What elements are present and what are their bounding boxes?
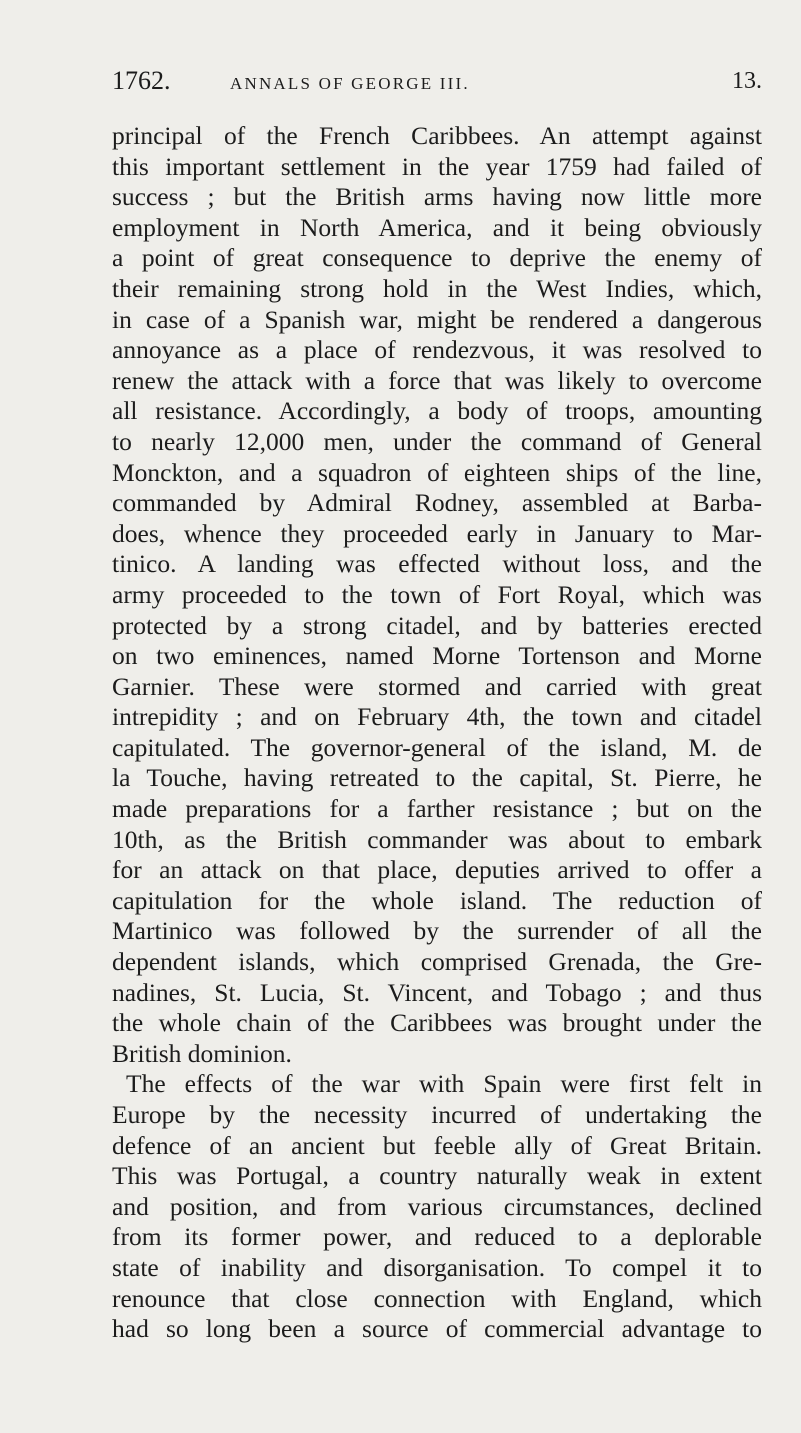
text-line: a point of great consequence to deprive the enemy of — [112, 243, 762, 273]
text-line: Monckton, and a squadron of eighteen ships of the line, — [112, 457, 762, 487]
text-line: all resistance. Accordingly, a body of troops, amounting — [112, 396, 762, 426]
text-line: intrepidity ; and on February 4th, the town and citadel — [112, 702, 762, 732]
text-line: state of inability and disorganisation. To compel it to — [112, 1252, 762, 1282]
text-line: to nearly 12,000 men, under the command of General — [112, 426, 762, 456]
running-head-title: ANNALS OF GEORGE III. — [230, 74, 470, 93]
text-line: the whole chain of the Caribbees was brought under the — [112, 1008, 762, 1038]
text-line: does, whence they proceeded early in January to Mar- — [112, 518, 762, 548]
text-line: from its former power, and reduced to a deplorable — [112, 1222, 762, 1252]
text-line: tinico. A landing was effected without loss, and the — [112, 549, 762, 579]
text-line: principal of the French Caribbees. An attempt against — [112, 121, 762, 150]
text-line: dependent islands, which comprised Grenada, the Gre- — [112, 947, 762, 977]
text-line: protected by a strong citadel, and by batteries erected — [112, 610, 762, 640]
paragraph — [112, 1069, 762, 1344]
text-line: on two eminences, named Morne Tortenson and Morne — [112, 641, 762, 671]
text-line: la Touche, having retreated to the capital, St. Pierre, he — [112, 763, 762, 793]
running-head-year: 1762. — [112, 66, 171, 95]
text-line: success ; but the British arms having now little more — [112, 182, 762, 212]
text-line: British dominion. — [112, 1038, 292, 1068]
text-line: their remaining strong hold in the West Indies, which, — [112, 273, 762, 303]
text-line: Martinico was followed by the surrender of all the — [112, 916, 762, 946]
text-line: capitulated. The governor-general of the island, M. de — [112, 732, 762, 762]
body-text — [112, 121, 762, 1345]
text-line: annoyance as a place of rendezvous, it was resolved to — [112, 335, 762, 365]
text-line: The effects of the war with Spain were first felt in — [126, 1069, 762, 1099]
page-number: 13. — [732, 68, 762, 94]
text-line: this important settlement in the year 1759 had failed of — [112, 151, 762, 181]
text-line: for an attack on that place, deputies arrived to offer a — [112, 855, 762, 885]
text-line: and position, and from various circumstances, declined — [112, 1191, 762, 1221]
text-line: had so long been a source of commercial advantage to — [112, 1314, 762, 1344]
text-line: 10th, as the British commander was about to embark — [112, 824, 762, 854]
text-line: nadines, St. Lucia, St. Vincent, and Tobago ; and thus — [112, 977, 762, 1007]
text-line: commanded by Admiral Rodney, assembled at Barba- — [112, 488, 762, 518]
text-line: This was Portugal, a country naturally weak in extent — [112, 1161, 762, 1191]
text-line: defence of an ancient but feeble ally of Great Britain. — [112, 1130, 762, 1160]
text-line: capitulation for the whole island. The reduction of — [112, 885, 762, 915]
paragraph — [112, 121, 762, 1069]
text-line: renew the attack with a force that was likely to overcome — [112, 365, 762, 395]
text-line: Garnier. These were stormed and carried with great — [112, 671, 762, 701]
text-line: Europe by the necessity incurred of undertaking the — [112, 1100, 762, 1129]
text-line: in case of a Spanish war, might be rendered a dangerous — [112, 304, 762, 334]
running-head — [112, 66, 762, 106]
text-line: renounce that close connection with England, which — [112, 1283, 762, 1313]
text-line: made preparations for a farther resistance ; but on the — [112, 794, 762, 824]
text-line: employment in North America, and it being obviously — [112, 212, 762, 242]
text-line: army proceeded to the town of Fort Royal, which was — [112, 579, 762, 609]
